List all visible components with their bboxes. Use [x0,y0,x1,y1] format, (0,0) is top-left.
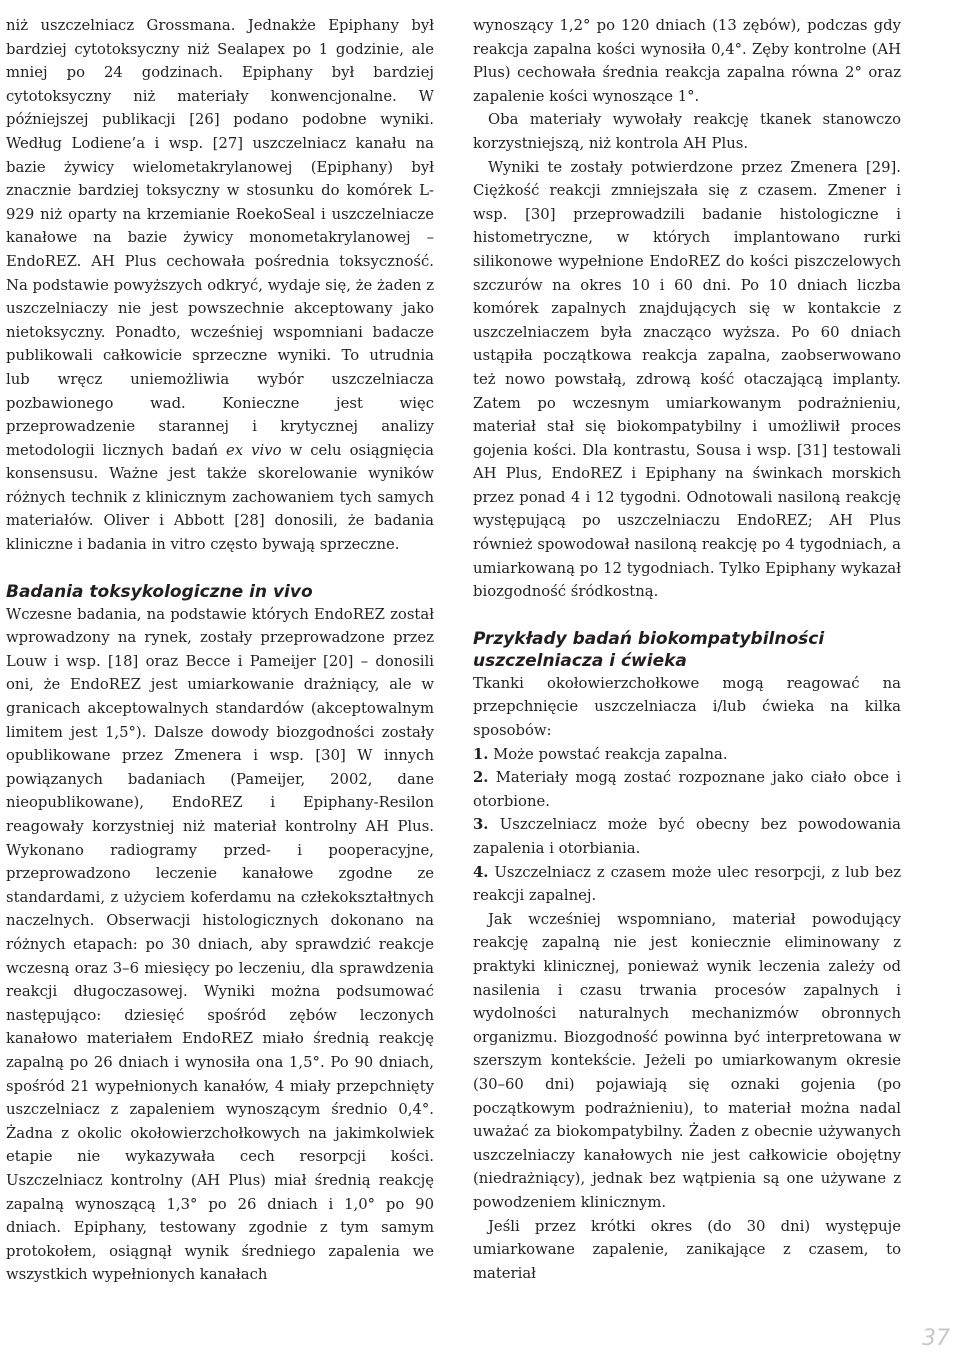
list-item-number: 2. [473,769,489,787]
list-item-text: Może powstać reakcja zapalna. [488,745,728,763]
list-item-text: Materiały mogą zostać rozpoznane jako ciało obce i otorbione. [473,769,901,810]
left-paragraph-1-italic: ex vivo [226,441,282,459]
section-heading-biocompatibility: Przykłady badań biokompatybilności uszczelniacza i ćwieka [473,628,825,671]
list-item [473,766,901,813]
right-paragraph-1: wynoszący 1,2° po 120 dniach (13 zębów), podczas gdy reakcja zapalna kości wynosiła 0,4°. Zęby kontrolne (AH Plus) cechowała średnia reakcja zapalna równa 2° oraz zapalenie kości wynoszące 1°. [473,17,901,105]
list-item [473,813,901,860]
list-item-number: 1. [473,745,489,763]
right-paragraph-4: Tkanki okołowierzchołkowe mogą reagować na przepchnięcie uszczelniacza i/lub ćwieka na kilka sposobów: [473,674,901,740]
list-item [473,861,901,908]
right-paragraph-2: Oba materiały wywołały reakcję tkanek stanowczo korzystniejszą, niż kontrola AH Plus. [473,111,901,152]
left-column [6,14,434,1287]
page-number: 37 [922,1326,950,1351]
list-item [473,743,901,767]
list-item-text: Uszczelniacz z czasem może ulec resorpcji, z lub bez reakcji zapalnej. [473,863,901,905]
right-paragraph-3: Wyniki te zostały potwierdzone przez Zmenera [29]. Ciężkość reakcji zmniejszała się z czasem. Zmener i wsp. [30] przeprowadzili badanie histologiczne i histometryczne, w których implantowano rurki silikonowe wypełnione EndoREZ do kości piszczelowych szczurów na okres 10 i 60 dni. Po 10 dniach liczba komórek zapalnych znajdujących się w kontakcie z uszczelniaczem była znacząco wyższa. Po 60 dniach ustąpiła początkowa reakcja zapalna, zaobserwowano też nowo powstałą, zdrową kość otaczającą implanty. Zatem po wczesnym umiarkowanym podrażnieniu, materiał stał się biokompatybilny i umożliwił proces gojenia kości. Dla kontrastu, Sousa i wsp. [31] testowali AH Plus, EndoREZ i Epiphany na świnkach morskich przez ponad 4 i 12 tygodni. Odnotowali nasiloną reakcję występującą po uszczelniaczu EndoREZ; AH Plus również spowodował nasiloną reakcję po 4 tygodniach, a umiarkowaną po 12 tygodniach. Tylko Epiphany wykazał biozgodność śródkostną. [473,158,901,601]
right-column [473,14,901,1285]
left-paragraph-2: Wczesne badania, na podstawie których EndoREZ został wprowadzony na rynek, zostały przeprowadzone przez Louw i wsp. [18] oraz Becce i Pameijer [20] – donosili oni, że EndoREZ jest umiarkowanie drażniący, ale w granicach akceptowalnych standardów (akceptowalnym limitem jest 1,5°). Dalsze dowody biozgodności zostały opublikowane przez Zmenera i wsp. [30] W innych powiązanych badaniach (Pameijer, 2002, dane nieopublikowane), EndoREZ i Epiphany-Resilon reagowały korzystniej niż materiał kontrolny AH Plus. Wykonano radiogramy przed- i pooperacyjne, przeprowadzono leczenie kanałowe zgodne ze standardami, z użyciem koferdamu na człekokształtnych naczelnych. Obserwacji histologicznych dokonano na różnych etapach: po 30 dniach, aby sprawdzić reakcje wczesną oraz 3–6 miesięcy po leczeniu, dla sprawdzenia reakcji długoczasowej. Wyniki można podsumować następująco: dziesięć spośród zębów leczonych kanałowo materiałem EndoREZ miało średnią reakcję zapalną po 26 dniach i wynosiła ona 1,5°. Po 90 dniach, spośród 21 wypełnionych kanałów, 4 miały przepchnięty uszczelniacz z zapaleniem wynoszącym średnio 0,4°. Żadna z okolic okołowierzchołkowych na jakimkolwiek etapie nie wykazywała cech resorpcji kości. Uszczelniacz kontrolny (AH Plus) miał średnią reakcję zapalną wynoszącą 1,3° po 26 dniach i 1,0° po 90 dniach. Epiphany, testowany zgodnie z tym samym protokołem, osiągnął wynik średniego zapalenia we wszystkich wypełnionych kanałach [6,605,434,1284]
left-paragraph-1-text: niż uszczelniacz Grossmana. Jednakże Epiphany był bardziej cytotoksyczny niż Sealapex po 1 godzinie, ale mniej po 24 godzinach. Epiphany był bardziej cytotoksyczny niż materiały konwencjonalne. W późniejszej publikacji [26] podano podobne wyniki. Według Lodiene’a i wsp. [27] uszczelniacz kanału na bazie żywicy wielometakrylanowej (Epiphany) był znacznie bardziej toksyczny w stosunku do komórek L-929 niż oparty na krzemianie RoekoSeal i uszczelniacze kanałowe na bazie żywicy monometakrylanowej – EndoREZ. AH Plus cechowała pośrednia toksyczność. Na podstawie powyższych odkryć, wydaje się, że żaden z uszczelniaczy nie jest powszechnie akceptowany jako nietoksyczny. Ponadto, wcześniej wspomniani badacze publikowali całkowicie sprzeczne wyniki. To utrudnia lub wręcz uniemożliwia wybór uszczelniacza pozbawionego wad. Konieczne jest więc przeprowadzenie starannej i krytycznej analizy metodologii licznych badań [6,17,434,459]
right-paragraph-5: Jak wcześniej wspomniano, materiał powodujący reakcję zapalną nie jest koniecznie eliminowany z praktyki klinicznej, ponieważ wynik leczenia zależy od nasilenia i czasu trwania procesów zapalnych i wydolności naturalnych mechanizmów obronnych organizmu. Biozgodność powinna być interpretowana w szerszym kontekście. Jeżeli po umiarkowanym okresie (30–60 dni) pojawiają się oznaki gojenia (po początkowym podrażnieniu), to materiał można nadal uważać za biokompatybilny. Żaden z obecnie używanych uszczelniaczy kanałowych nie jest całkowicie obojętny (niedrażniący), jednak bez wątpienia są one używane z powodzeniem klinicznym. [473,910,901,1211]
list-item-number: 3. [473,816,489,834]
list-item-number: 4. [473,863,489,881]
left-paragraph-1-end: w celu osiągnięcia konsensusu. Ważne jest także skorelowanie wyników różnych technik z klinicznym zachowaniem tych samych materiałów. Oliver i Abbott [28] donosili, że badania kliniczne i badania in vitro często bywają sprzeczne. [6,441,434,554]
left-paragraph-1 [6,14,434,557]
list-item-text: Uszczelniacz może być obecny bez powodowania zapalenia i otorbiania. [473,816,901,857]
right-paragraph-6: Jeśli przez krótki okres (do 30 dni) występuje umiarkowane zapalenie, zanikające z czasem, to materiał [473,1217,901,1282]
section-heading-toxicology: Badania toksykologiczne in vivo [6,581,313,602]
